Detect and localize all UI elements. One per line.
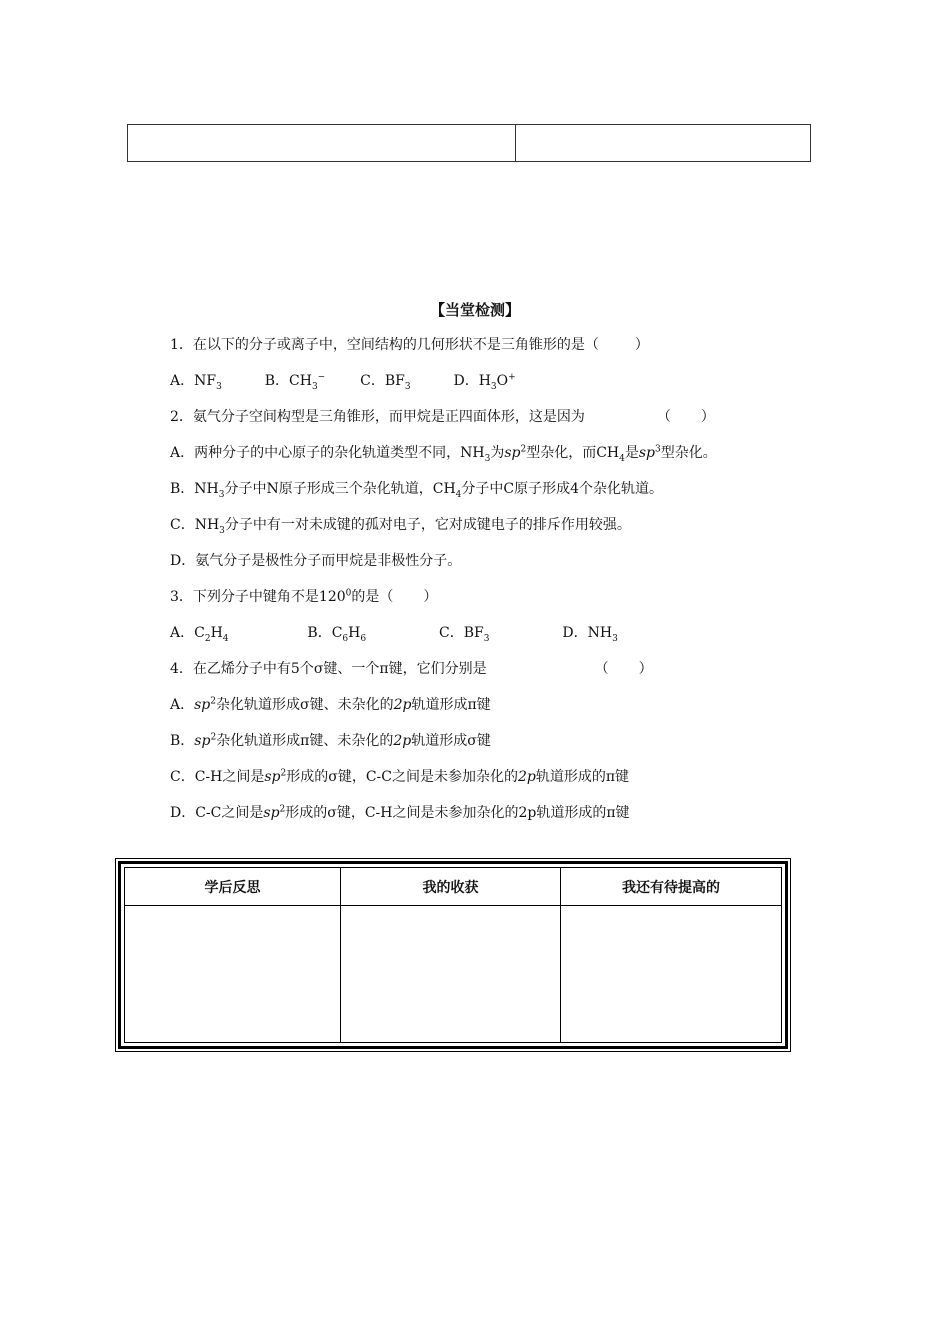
question-2-text: 2．氨气分子空间构型是三角锥形，而甲烷是正四面体形，这是因为 bbox=[170, 409, 585, 425]
reflection-cell-gains[interactable] bbox=[341, 906, 561, 1042]
top-table-cell-left bbox=[128, 125, 516, 161]
reflection-table-grid bbox=[124, 867, 782, 1043]
reflection-header-after-study: 学后反思 bbox=[125, 868, 341, 906]
q3-option-d: D．$NH_3$ bbox=[562, 625, 618, 644]
q2-option-a: A．两种分子的中心原子的杂化轨道类型不同，$NH_3$为$sp^2$型杂化，而$CH_4$是$sp^3$型杂化。 bbox=[170, 444, 717, 464]
reflection-header-gains: 我的收获 bbox=[341, 868, 561, 906]
reflection-table bbox=[115, 858, 791, 1052]
question-2-stem: 2．氨气分子空间构型是三角锥形，而甲烷是正四面体形，这是因为 （ ） bbox=[170, 409, 715, 425]
top-table-cell-right bbox=[516, 125, 810, 161]
question-1-text: 1．在以下的分子或离子中，空间结构的几何形状不是三角锥形的是（ bbox=[170, 337, 599, 353]
reflection-header-to-improve: 我还有待提高的 bbox=[561, 868, 781, 906]
q4-option-d: D．C-C之间是$sp^2$形成的σ键，C-H之间是未参加杂化的2p轨道形成的π键 bbox=[170, 804, 630, 821]
q1-option-a: A．$NF_3$ bbox=[170, 373, 222, 392]
q3-option-c: C．$BF_3$ bbox=[439, 625, 490, 644]
question-1-stem bbox=[170, 335, 649, 355]
q4-option-a: A．$sp^2$杂化轨道形成σ键、未杂化的2p轨道形成π键 bbox=[170, 696, 491, 713]
q1-option-b: B．$CH_3^-$ bbox=[264, 372, 326, 392]
q1-option-d: D．$H_3O^+$ bbox=[453, 372, 516, 392]
reflection-cell-to-improve[interactable] bbox=[561, 906, 781, 1042]
top-empty-table bbox=[127, 124, 811, 162]
section-title: 【当堂检测】 bbox=[429, 301, 520, 319]
question-3-stem: 3．下列分子中键角不是$120^0$的是（ ） bbox=[170, 588, 438, 605]
question-1-paren: ） bbox=[634, 337, 649, 353]
reflection-cell-after-study[interactable] bbox=[125, 906, 341, 1042]
q3-option-b: B．$C_6H_6$ bbox=[307, 625, 367, 644]
q4-option-b: B．$sp^2$杂化轨道形成π键、未杂化的2p轨道形成σ键 bbox=[170, 732, 491, 749]
question-3-options bbox=[170, 623, 618, 643]
q4-option-c: C．C-H之间是$sp^2$形成的σ键，C-C之间是未参加杂化的2p轨道形成的π键 bbox=[170, 768, 630, 785]
question-1-options bbox=[170, 371, 516, 391]
q1-option-c: C．$BF_3$ bbox=[360, 373, 411, 392]
q2-option-d: D．氨气分子是极性分子而甲烷是非极性分子。 bbox=[170, 553, 462, 569]
q2-option-c: C．$NH_3$分子中有一对未成键的孤对电子，它对成键电子的排斥作用较强。 bbox=[170, 517, 631, 536]
q2-option-b: B．$NH_3$分子中N原子形成三个杂化轨道，$CH_4$分子中C原子形成4个杂化轨道。 bbox=[170, 481, 664, 500]
q3-option-a: A．$C_2H_4$ bbox=[170, 625, 229, 644]
question-4-stem: 4．在乙烯分子中有5个σ键、一个π键，它们分别是 （ ） bbox=[170, 661, 653, 677]
